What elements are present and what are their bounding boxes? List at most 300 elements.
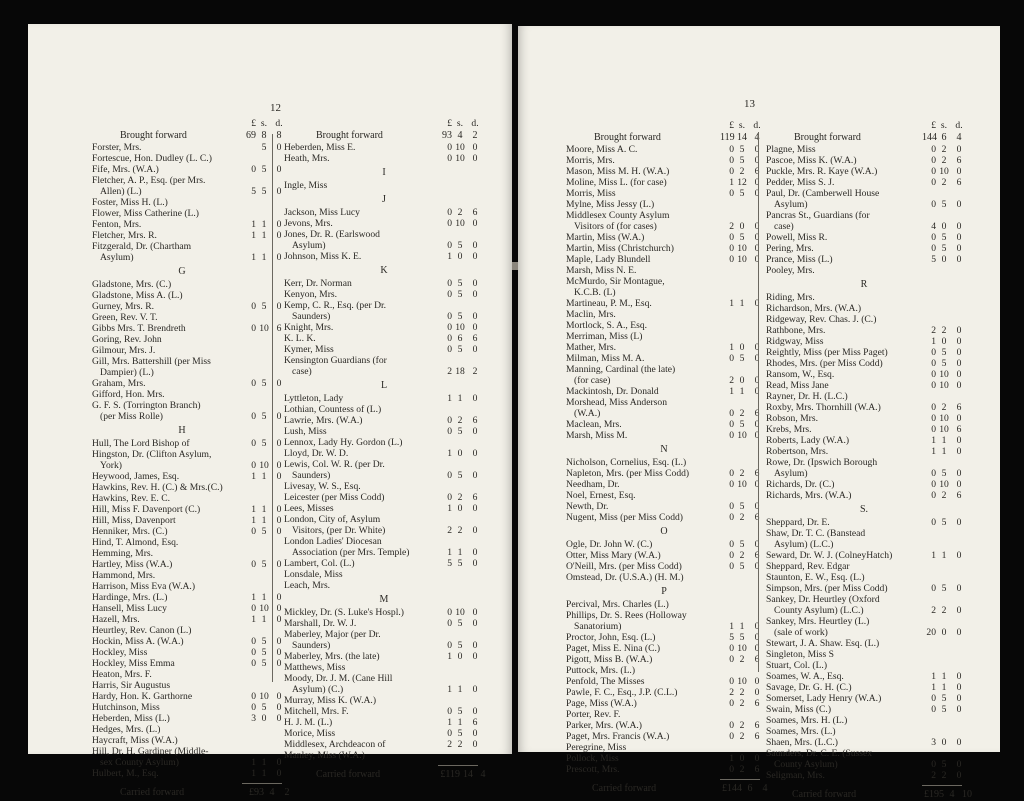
amount-d: 4 [480, 769, 486, 780]
amount-d: 0 [276, 768, 282, 779]
subscriber-name: Hammond, Mrs. [92, 570, 156, 581]
amount-s: 5 [739, 144, 745, 155]
amount-l: 0 [251, 323, 256, 334]
amount-s: 1 [941, 671, 947, 682]
subscriber-name: Harris, Sir Augustus [92, 680, 171, 691]
amount-l: 0 [447, 322, 452, 333]
amount-d: 0 [472, 289, 478, 300]
subscriber-name: Mickley, Dr. (S. Luke's Hospl.) [284, 607, 404, 618]
amount-d: 0 [754, 419, 760, 430]
amount-s: 0 [739, 342, 745, 353]
amount-s: 5 [739, 419, 745, 430]
amount-l: 1 [251, 768, 256, 779]
subscriber-name: Pedder, Miss S. J. [766, 177, 835, 188]
amount-s: 12 [737, 177, 747, 188]
amount-l: 0 [729, 643, 734, 654]
amount-l: 0 [251, 378, 256, 389]
amount-d: 0 [956, 693, 962, 704]
amount-l: 0 [729, 550, 734, 561]
amount-s: 2 [739, 698, 745, 709]
amount-d: 0 [754, 479, 760, 490]
amount-s: 5 [739, 155, 745, 166]
amount-d: 0 [956, 199, 962, 210]
amount-l: 0 [729, 764, 734, 775]
amount-l: 1 [931, 550, 936, 561]
amount-s: 1 [941, 682, 947, 693]
amount-l: 1 [251, 614, 256, 625]
amount-l: 0 [729, 353, 734, 364]
subscriber-name: Johnson, Miss K. E. [284, 251, 362, 262]
amount-d: 0 [472, 218, 478, 229]
subscriber-name: Hedges, Mrs. (L.) [92, 724, 161, 735]
amount-s: 2 [739, 687, 745, 698]
subscriber-name: Simpson, Mrs. (per Miss Codd) [766, 583, 888, 594]
amount-s: 2 [739, 654, 745, 665]
amount-d: 0 [956, 369, 962, 380]
section-letter: J [382, 194, 386, 205]
subscriber-name: Marsh, Miss M. [566, 430, 628, 441]
amount-s: 5 [457, 470, 463, 481]
subscriber-name: Pooley, Mrs. [766, 265, 815, 276]
amount-l: 0 [729, 479, 734, 490]
amount-s: 5 [941, 759, 947, 770]
amount-s: 1 [261, 614, 267, 625]
amount-d: 0 [472, 426, 478, 437]
subscriber-name: Rhodes, Mrs. (per Miss Codd) [766, 358, 883, 369]
amount-l: 3 [931, 737, 936, 748]
subscriber-name: Hardinge, Mrs. (L.) [92, 592, 168, 603]
amount-d: 6 [754, 764, 760, 775]
subscriber-name: Fenton, Mrs. [92, 219, 142, 230]
subscriber-name: Gilmour, Mrs. J. [92, 345, 156, 356]
amount-l: 0 [931, 693, 936, 704]
amount-d: 6 [956, 424, 962, 435]
subscriber-name: Hansell, Miss Lucy [92, 603, 167, 614]
subscriber-name: McMurdo, Sir Montague, [566, 276, 665, 287]
amount-s: 2 [457, 492, 463, 503]
amount-s: 10 [259, 323, 269, 334]
currency-unit: s. [456, 118, 464, 129]
amount-s: 5 [739, 501, 745, 512]
currency-unit: £ [447, 118, 452, 129]
subscriber-name: (W.A.) [574, 408, 601, 419]
subscriber-name: Sheppard, Dr. E. [766, 517, 830, 528]
amount-s: 0 [941, 336, 947, 347]
brought-forward-label: Brought forward [794, 132, 861, 143]
amount-d: 0 [754, 676, 760, 687]
amount-l: 0 [447, 618, 452, 629]
subscriber-name: Parker, Mrs. (W.A.) [566, 720, 642, 731]
subscriber-name: Allen) (L.) [100, 186, 142, 197]
amount-s: 5 [739, 353, 745, 364]
subscriber-name: Hazell, Mrs. [92, 614, 140, 625]
amount-d: 0 [956, 682, 962, 693]
subscriber-name: Martineau, P. M., Esq. [566, 298, 652, 309]
subscriber-name: Needham, Dr. [566, 479, 620, 490]
section-letter: G [178, 266, 186, 277]
subscriber-name: Gladstone, Miss A. (L.) [92, 290, 183, 301]
amount-l: 0 [729, 144, 734, 155]
amount-l: 1 [251, 757, 256, 768]
amount-l: 0 [251, 460, 256, 471]
brought-forward-label: Brought forward [316, 130, 383, 141]
amount-d: 0 [276, 515, 282, 526]
subscriber-name: Manley, Miss (W.A.) [284, 750, 365, 761]
currency-unit: d. [275, 118, 283, 129]
subscriber-name: Noel, Ernest, Esq. [566, 490, 636, 501]
amount-l: 0 [447, 426, 452, 437]
amount-s: 2 [941, 177, 947, 188]
amount-d: 0 [276, 592, 282, 603]
amount-l: 0 [931, 517, 936, 528]
amount-d: 0 [276, 713, 282, 724]
amount-l: 2 [447, 366, 452, 377]
amount-s: 2 [739, 166, 745, 177]
subscriber-name: Rayner, Dr. H. (L.C.) [766, 391, 848, 402]
subscriber-name: Kymer, Miss [284, 344, 334, 355]
amount-s: 1 [457, 717, 463, 728]
subscriber-name: Heberden, Miss (L.) [92, 713, 170, 724]
amount-s: 1 [261, 592, 267, 603]
amount-s: 1 [739, 386, 745, 397]
amount-l: 0 [931, 402, 936, 413]
amount-d: 0 [472, 547, 478, 558]
amount-d: 0 [956, 446, 962, 457]
subscriber-name: Maple, Lady Blundell [566, 254, 651, 265]
amount-l: 0 [447, 607, 452, 618]
amount-d: 0 [472, 618, 478, 629]
subscriber-name: Kemp, C. R., Esq. (per Dr. [284, 300, 387, 311]
amount-l: £119 [440, 769, 460, 780]
subscriber-name: Pancras St., Guardians (for [766, 210, 870, 221]
column-divider [758, 132, 759, 672]
currency-unit: s. [738, 120, 746, 131]
amount-l: 0 [729, 731, 734, 742]
subscriber-name: Gurney, Mrs. R. [92, 301, 154, 312]
subscriber-name: Hawkins, Rev. E. C. [92, 493, 170, 504]
amount-l: 0 [447, 470, 452, 481]
subscriber-name: Matthews, Miss [284, 662, 346, 673]
subscriber-name: Gladstone, Mrs. (C.) [92, 279, 172, 290]
amount-d: 0 [754, 430, 760, 441]
subscriber-name: Saunders) [292, 470, 331, 481]
amount-s: 5 [941, 468, 947, 479]
amount-s: 10 [737, 479, 747, 490]
amount-d: 0 [956, 468, 962, 479]
subscriber-name: Swain, Miss (C.) [766, 704, 832, 715]
left-column-2 [284, 118, 486, 780]
amount-s: 0 [261, 713, 267, 724]
amount-s: 5 [941, 517, 947, 528]
amount-d: 0 [956, 770, 962, 781]
subscriber-name: Jones, Dr. R. (Earlswood [284, 229, 380, 240]
subscriber-name: Nicholson, Cornelius, Esq. (L.) [566, 457, 687, 468]
amount-d: 0 [276, 702, 282, 713]
subscriber-name: Asylum) [292, 240, 326, 251]
amount-s: 10 [455, 607, 465, 618]
subscriber-name: Association (per Mrs. Temple) [292, 547, 410, 558]
amount-d: 0 [472, 142, 478, 153]
subscriber-name: York) [100, 460, 122, 471]
amount-s: 1 [261, 757, 267, 768]
amount-l: 0 [447, 640, 452, 651]
subscriber-name: Goring, Rev. John [92, 334, 162, 345]
amount-d: 0 [754, 342, 760, 353]
subscriber-name: (sale of work) [774, 627, 828, 638]
amount-l: 0 [447, 289, 452, 300]
subscriber-name: G. F. S. (Torrington Branch) [92, 400, 201, 411]
amount-d: 0 [956, 704, 962, 715]
subscriber-name: Penfold, The Misses [566, 676, 645, 687]
amount-s: 5 [941, 693, 947, 704]
subscriber-name: Paul, Dr. (Camberwell House [766, 188, 880, 199]
subscriber-name: Moody, Dr. J. M. (Cane Hill [284, 673, 393, 684]
amount-d: 0 [754, 155, 760, 166]
subscriber-name: Asylum) (L.C.) [774, 539, 834, 550]
amount-l: 0 [447, 142, 452, 153]
currency-unit: d. [471, 118, 479, 129]
amount-s: 5 [457, 289, 463, 300]
subscriber-name: Krebs, Mrs. [766, 424, 812, 435]
amount-d: 0 [956, 347, 962, 358]
amount-d: 6 [754, 731, 760, 742]
amount-d: 0 [754, 386, 760, 397]
subscriber-name: Hutchinson, Miss [92, 702, 160, 713]
amount-s: 1 [261, 230, 267, 241]
subscriber-name: Lambert, Col. (L.) [284, 558, 355, 569]
subscriber-name: Otter, Miss Mary (W.A.) [566, 550, 661, 561]
amount-l: 0 [251, 438, 256, 449]
subscriber-name: Dampier) (L.) [100, 367, 154, 378]
subscriber-name: Visitors, (per Dr. White) [292, 525, 386, 536]
subscriber-name: (for case) [574, 375, 611, 386]
amount-s: 5 [739, 188, 745, 199]
amount-d: 0 [472, 525, 478, 536]
amount-d: 0 [472, 651, 478, 662]
subscriber-name: Sanatorium) [574, 621, 622, 632]
amount-l: 0 [251, 603, 256, 614]
amount-s: 1 [941, 550, 947, 561]
subscriber-name: Mackintosh, Dr. Donald [566, 386, 659, 397]
amount-l: 0 [251, 164, 256, 175]
amount-l: 5 [729, 632, 734, 643]
subscriber-name: Morris, Mrs. [566, 155, 615, 166]
subscriber-name: Visitors of (for cases) [574, 221, 657, 232]
amount-d: 0 [276, 230, 282, 241]
amount-l: 0 [931, 155, 936, 166]
amount-s: 18 [455, 366, 465, 377]
amount-d: 0 [276, 691, 282, 702]
subscriber-name: Richards, Dr. (C.) [766, 479, 835, 490]
subscriber-name: Ridgway, Miss [766, 336, 824, 347]
subscriber-name: Livesay, W. S., Esq. [284, 481, 361, 492]
amount-s: 10 [737, 430, 747, 441]
amount-d: 0 [754, 632, 760, 643]
subscriber-name: Singleton, Miss S [766, 649, 834, 660]
amount-s: 5 [457, 728, 463, 739]
subscriber-name: Saunders) [292, 311, 331, 322]
amount-l: 20 [926, 627, 936, 638]
amount-s: 6 [941, 132, 947, 143]
amount-d: 0 [956, 232, 962, 243]
amount-d: 0 [276, 301, 282, 312]
amount-s: 10 [939, 479, 949, 490]
page-number: 13 [744, 98, 755, 110]
amount-l: 0 [931, 166, 936, 177]
section-letter: R [860, 279, 868, 290]
subscriber-name: Hemming, Mrs. [92, 548, 154, 559]
amount-d: 6 [754, 720, 760, 731]
subscriber-name: Puckle, Mrs. R. Kaye (W.A.) [766, 166, 878, 177]
amount-d: 0 [276, 636, 282, 647]
section-letter: S. [859, 504, 869, 515]
amount-l: 0 [251, 301, 256, 312]
amount-s: 2 [739, 720, 745, 731]
amount-l: 0 [729, 430, 734, 441]
amount-l: 0 [729, 243, 734, 254]
amount-s: 5 [457, 558, 463, 569]
amount-l: 0 [447, 728, 452, 739]
amount-l: 0 [251, 636, 256, 647]
amount-l: 1 [447, 448, 452, 459]
subscriber-name: Merriman, Miss (L) [566, 331, 643, 342]
amount-l: 0 [931, 413, 936, 424]
amount-l: 0 [931, 232, 936, 243]
subscriber-name: Stuart, Col. (L.) [766, 660, 828, 671]
amount-d: 6 [472, 717, 478, 728]
subscriber-name: Mitchell, Mrs. F. [284, 706, 349, 717]
amount-d: 0 [956, 413, 962, 424]
amount-s: 5 [261, 702, 267, 713]
total-underline [922, 785, 962, 786]
subscriber-name: Asylum) [774, 468, 808, 479]
amount-d: 0 [472, 153, 478, 164]
subscriber-name: Proctor, John, Esq. (L.) [566, 632, 656, 643]
carried-forward-label: Carried forward [792, 789, 857, 800]
amount-l: 2 [729, 375, 734, 386]
amount-l: 0 [931, 144, 936, 155]
amount-s: 2 [941, 770, 947, 781]
amount-s: 5 [261, 186, 267, 197]
subscriber-name: Maclean, Mrs. [566, 419, 622, 430]
subscriber-name: County Asylum) (L.C.) [774, 605, 864, 616]
amount-l: 0 [447, 240, 452, 251]
amount-d: 0 [472, 684, 478, 695]
amount-s: 5 [261, 411, 267, 422]
subscriber-name: Ogle, Dr. John W. (C.) [566, 539, 653, 550]
amount-d: 0 [276, 647, 282, 658]
amount-l: 1 [447, 547, 452, 558]
amount-s: 2 [739, 764, 745, 775]
subscriber-name: Hardy, Hon. K. Garthorne [92, 691, 193, 702]
amount-s: 1 [739, 621, 745, 632]
amount-s: 5 [261, 301, 267, 312]
subscriber-name: Pollock, Miss [566, 753, 619, 764]
amount-l: 0 [729, 408, 734, 419]
amount-d: 0 [956, 380, 962, 391]
subscriber-name: Robertson, Mrs. [766, 446, 829, 457]
amount-l: 1 [251, 471, 256, 482]
amount-l: 0 [251, 647, 256, 658]
amount-l: 1 [251, 504, 256, 515]
amount-d: 6 [956, 177, 962, 188]
subscriber-name: Read, Miss Jane [766, 380, 829, 391]
amount-s: 10 [259, 460, 269, 471]
amount-s: 5 [261, 378, 267, 389]
amount-l: 5 [447, 558, 452, 569]
subscriber-name: Peregrine, Miss [566, 742, 627, 753]
subscriber-name: Asylum) (C.) [292, 684, 344, 695]
amount-s: 2 [941, 144, 947, 155]
amount-l: 0 [729, 720, 734, 731]
right-column-1 [566, 120, 768, 794]
subscriber-name: Moline, Miss L. (for case) [566, 177, 667, 188]
amount-s: 0 [941, 254, 947, 265]
amount-s: 1 [941, 435, 947, 446]
amount-d: 0 [276, 471, 282, 482]
subscriber-name: Hill, Dr. H. Gardiner (Middle- [92, 746, 209, 757]
amount-d: 0 [754, 144, 760, 155]
amount-d: 0 [956, 479, 962, 490]
amount-l: 5 [931, 254, 936, 265]
subscriber-name: Robson, Mrs. [766, 413, 818, 424]
subscriber-name: Asylum) [100, 252, 134, 263]
amount-d: 0 [754, 643, 760, 654]
amount-d: 0 [956, 221, 962, 232]
subscriber-name: Nugent, Miss (per Miss Codd) [566, 512, 683, 523]
amount-l: 2 [447, 739, 452, 750]
subscriber-name: Newth, Dr. [566, 501, 609, 512]
amount-l: 0 [447, 278, 452, 289]
amount-l: 0 [729, 676, 734, 687]
amount-d: 0 [956, 166, 962, 177]
subscriber-name: Maberley, Major (per Dr. [284, 629, 381, 640]
amount-l: 0 [729, 419, 734, 430]
carried-forward-label: Carried forward [592, 783, 657, 794]
subscriber-name: Kerr, Dr. Norman [284, 278, 352, 289]
amount-l: 0 [251, 691, 256, 702]
subscriber-name: Saunders) [292, 640, 331, 651]
amount-d: 0 [472, 470, 478, 481]
amount-l: £93 [249, 787, 264, 798]
subscriber-name: Heath, Mrs. [284, 153, 330, 164]
subscriber-name: Pigott, Miss B. (W.A.) [566, 654, 653, 665]
amount-s: 2 [457, 739, 463, 750]
amount-l: 1 [931, 671, 936, 682]
subscriber-name: Asylum) [774, 199, 808, 210]
subscriber-name: Puttock, Mrs. (L.) [566, 665, 636, 676]
amount-l: 1 [251, 219, 256, 230]
subscriber-name: Hulbert, M., Esq. [92, 768, 159, 779]
amount-s: 1 [261, 504, 267, 515]
amount-l: 0 [931, 468, 936, 479]
amount-s: 10 [259, 603, 269, 614]
amount-s: 5 [457, 426, 463, 437]
amount-l: 0 [931, 424, 936, 435]
subscriber-name: Paget, Miss E. Nina (C.) [566, 643, 661, 654]
amount-l: 1 [729, 342, 734, 353]
amount-d: 0 [956, 517, 962, 528]
amount-d: 0 [956, 605, 962, 616]
subscriber-name: Martin, Miss (Christchurch) [566, 243, 674, 254]
subscriber-name: County Asylum) [774, 759, 838, 770]
amount-s: 1 [457, 547, 463, 558]
amount-s: 0 [739, 221, 745, 232]
subscriber-name: Plagne, Miss [766, 144, 816, 155]
amount-s: 2 [941, 155, 947, 166]
section-letter: I [382, 167, 386, 178]
subscriber-name: Gill, Mrs. Battershill (per Miss [92, 356, 211, 367]
